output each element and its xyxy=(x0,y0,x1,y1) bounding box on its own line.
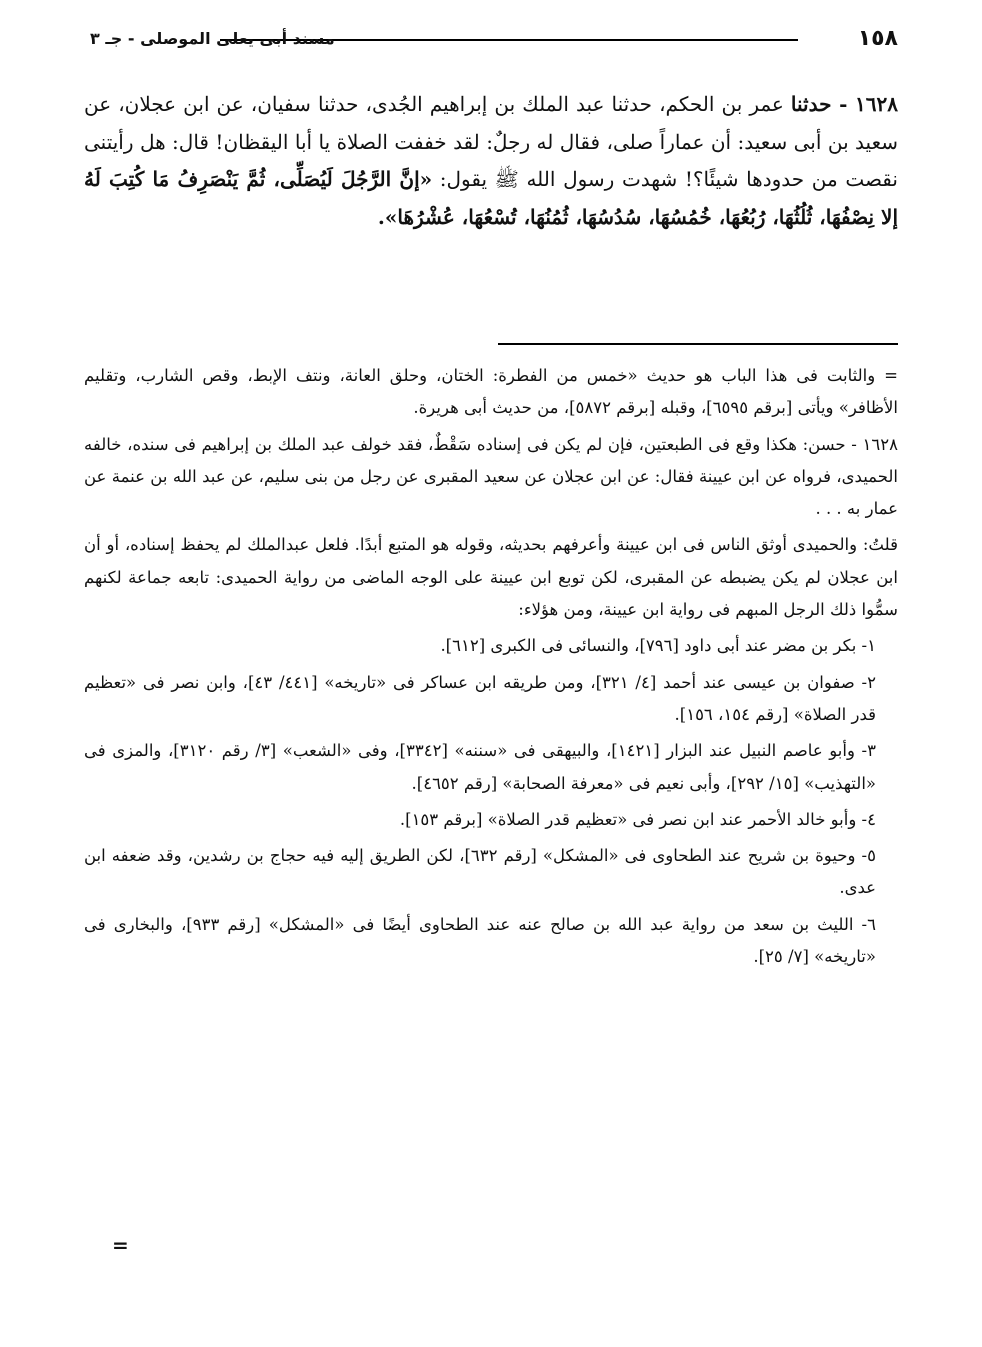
page-number: ١٥٨ xyxy=(857,26,898,51)
isnad-line-2: عن ابن عجلان، عن سعيد بن أبى سعيد: أن عماراً صلى، فقال له رجلٌ: لقد خففت xyxy=(84,92,898,154)
previous-note-continuation: = والثابت فى هذا الباب هو حديث «خمس من الفطرة: الختان، وحلق العانة، ونتف الإبط، وقص الشارب، وتقليم الأظافر» ويأتى [برقم ٦٥٩٥]، وقبله [برقم ٥٨٧٢]، من حديث أبى هريرة. xyxy=(84,366,898,418)
running-title: مسند أبى يعلى الموصلى - جـ ٣ xyxy=(90,29,335,48)
isnad-line-1: عمر بن الحكم، حدثنا عبد الملك بن إبراهيم الجُدى، حدثنا سفيان، xyxy=(250,92,791,116)
hadith-text xyxy=(84,86,898,236)
hadith-paragraph xyxy=(84,86,898,236)
narrator-item-5: ٥- وحيوة بن شريح عند الطحاوى فى «المشكل» [رقم ٦٣٢]، لكن الطريق إليه فيه حجاج بن رشدين، وقد ضعفه ابن عدى. xyxy=(84,846,876,898)
prophetic-saying: «إنَّ الرَّجُلَ لَيُصَلِّى، ثُمَّ يَنْصَرِفُ مَا كُتِبَ لَهُ إلا نِصْفُهَا، ثُلُثُهَا، رُبُعُهَا، خُمُسُهَا، سُدُسُهَا، ثُمُنُهَا، تُسْعُهَا، عُشْرُهَا». xyxy=(84,167,898,229)
commentary: قلتُ: والحميدى أوثق الناس فى ابن عيينة وأعرفهم بحديثه، وقوله هو المتبع أبدًا. فلعل عبدالملك لم يحفظ إسناده، أو أن ابن عجلان لم يكن يضبطه عن المقبرى، لكن توبع ابن عيينة على الوجه الماضى من رواية الحميدى: تابعه جماعة لكنهم سمُّوا ذلك الرجل المبهم فى رواية ابن عيينة، ومن هؤلاء: xyxy=(84,535,898,620)
saying-intro: يقول: xyxy=(432,167,488,191)
page-header xyxy=(90,24,898,54)
hadith-number: ١٦٢٨ - حدثنا xyxy=(790,92,899,116)
hadith-grading-note: ١٦٢٨ - حسن: هكذا وقع فى الطبعتين، فإن لم يكن فى إسناده سَقْطٌ، فقد خولف عبد الملك بن إبراهيم فى سنده، خالفه الحميدى، فرواه عن ابن عيينة فقال: عن ابن عجلان عن سعيد المقبرى عن رجل من بنى سليم، عن عبد الله بن عنمة عن عمار به . . . xyxy=(84,434,898,519)
narrator-item-6: ٦- الليث بن سعد من رواية عبد الله بن صالح عنه عند الطحاوى أيضًا فى «المشكل» [رقم ٩٣٣]، والبخارى فى «تاريخه» [٧/ ٢٥]. xyxy=(84,914,876,967)
narrator-item-3: ٣- وأبو عاصم النبيل عند البزار [١٤٢١]، والبيهقى فى «سننه» [٣٣٤٢]، وفى «الشعب» [٣/ رقم ٣١٢٠]، والمزى فى «التهذيب» [١٥/ ٢٩٢]، وأبى نعيم فى «معرفة الصحابة» [رقم ٤٦٥٢]. xyxy=(84,741,877,793)
continuation-mark: = xyxy=(112,1233,129,1257)
narrator-item-2: ٢- صفوان بن عيسى عند أحمد [٤/ ٣٢١]، ومن طريقه ابن عساكر فى «تاريخه» [٤٤١/ ٤٣]، وابن نصر فى «تعظيم قدر الصلاة» [رقم ١٥٤، ١٥٦]. xyxy=(84,672,876,724)
footnotes xyxy=(84,360,898,977)
narrator-item-1: ١- بكر بن مضر عند أبى داود [٧٩٦]، والنسائى فى الكبرى [٦١٢]. xyxy=(440,636,876,656)
narrator-item-4: ٤- وأبو خالد الأحمر عند ابن نصر فى «تعظيم قدر الصلاة» [برقم ١٥٣]. xyxy=(399,809,876,829)
isnad-line-3: الصلاة يا أبا اليقظان! قال: هل رأيتنى نقصت من حدودها شيئًا؟! شهدت رسول الله ﷺ xyxy=(84,129,898,191)
footnote-separator xyxy=(498,343,898,345)
